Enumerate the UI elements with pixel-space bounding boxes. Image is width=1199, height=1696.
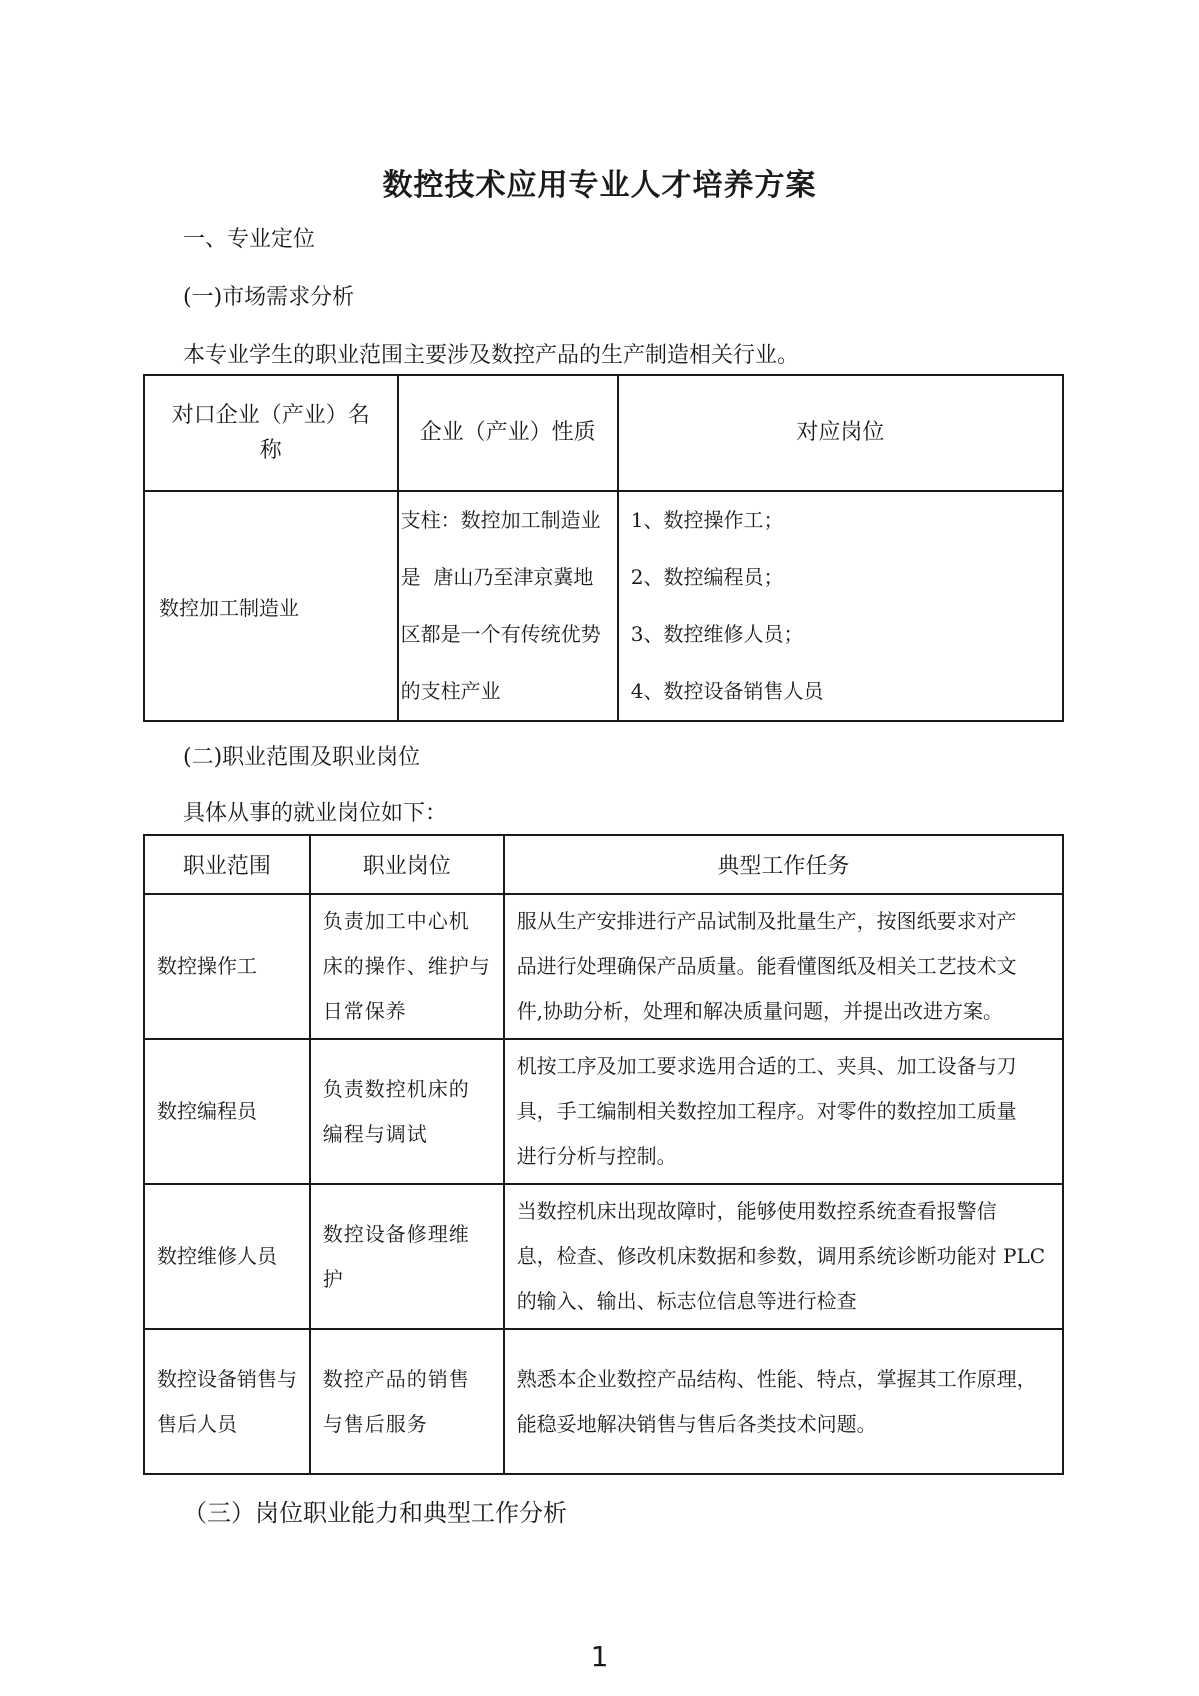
header-line: 称 <box>259 438 282 463</box>
cell-line: 数控设备修理维 <box>322 1221 470 1246</box>
cell-line: 区都是一个有传统优势 <box>400 622 601 646</box>
cell-line: 熟悉本企业数控产品结构、性能、特点，掌握其工作原理， <box>516 1366 1037 1391</box>
table-row <box>144 491 1063 721</box>
scope-cell <box>144 1329 310 1474</box>
task-cell <box>504 894 1063 1039</box>
header-typical-tasks: 典型工作任务 <box>504 835 1063 894</box>
cell-line: 是 唐山乃至津京冀地 <box>400 565 594 589</box>
document-title: 数控技术应用专业人才培养方案 <box>382 168 817 203</box>
post-cell <box>310 894 504 1039</box>
page-number: 1 <box>590 1640 609 1673</box>
cell-line: 的支柱产业 <box>400 679 501 703</box>
cell-line: 息，检查、修改机床数据和参数，调用系统诊断功能对 PLC <box>516 1244 1046 1268</box>
cell-line: 数控产品的销售 <box>322 1366 470 1391</box>
cell-line: 件,协助分析，处理和解决质量问题，并提出改进方案。 <box>516 999 1004 1023</box>
cell-line: 床的操作、维护与 <box>322 954 491 978</box>
cell-line: 支柱：数控加工制造业 <box>400 508 601 532</box>
list-item: 3、数控维修人员； <box>630 622 804 646</box>
scope-cell <box>144 894 310 1039</box>
cell-line: 进行分析与控制。 <box>516 1144 677 1168</box>
cell-line: 数控维修人员 <box>157 1244 277 1268</box>
jobs-table-header-row <box>144 835 1063 894</box>
section-heading-positioning: 一、专业定位 <box>183 227 316 252</box>
cell-line: 编程与调试 <box>322 1121 428 1146</box>
subsection-heading-ability: （三）岗位职业能力和典型工作分析 <box>183 1499 567 1527</box>
cell-line: 的输入、输出、标志位信息等进行检查 <box>516 1289 857 1313</box>
list-item: 4、数控设备销售人员 <box>630 679 824 703</box>
cell-line: 品进行处理确保产品质量。能看懂图纸及相关工艺技术文 <box>516 954 1017 978</box>
cell-line: 数控设备销售与 <box>157 1366 297 1391</box>
jobs-intro-paragraph: 具体从事的就业岗位如下： <box>183 801 448 826</box>
cell-line: 负责数控机床的 <box>322 1076 470 1101</box>
positions-cell <box>618 491 1063 721</box>
list-item: 2、数控编程员； <box>630 565 784 589</box>
header-career-post: 职业岗位 <box>310 835 504 894</box>
table-row <box>144 1184 1063 1329</box>
cell-line: 负责加工中心机 <box>322 909 470 933</box>
industry-table <box>143 374 1064 722</box>
cell-line: 具，手工编制相关数控加工程序。对零件的数控加工质量 <box>516 1099 1017 1123</box>
intro-paragraph: 本专业学生的职业范围主要涉及数控产品的生产制造相关行业。 <box>183 343 800 368</box>
cell-line: 与售后服务 <box>322 1411 428 1436</box>
industry-table-header-row <box>144 375 1063 491</box>
cell-line: 护 <box>322 1266 344 1291</box>
cell-line: 当数控机床出现故障时，能够使用数控系统查看报警信 <box>516 1199 997 1223</box>
list-item: 1、数控操作工； <box>630 508 784 532</box>
post-cell <box>310 1184 504 1329</box>
post-cell <box>310 1039 504 1184</box>
table-row <box>144 1329 1063 1474</box>
subsection-heading-market: (一)市场需求分析 <box>183 285 355 310</box>
cell-line: 数控编程员 <box>157 1099 257 1123</box>
task-cell <box>504 1184 1063 1329</box>
task-cell <box>504 1329 1063 1474</box>
cell-line: 能稳妥地解决销售与售后各类技术问题。 <box>516 1411 877 1436</box>
header-positions: 对应岗位 <box>618 375 1063 491</box>
header-career-scope: 职业范围 <box>144 835 310 894</box>
header-enterprise-nature: 企业（产业）性质 <box>398 375 618 491</box>
enterprise-name-cell: 数控加工制造业 <box>144 491 398 721</box>
scope-cell <box>144 1039 310 1184</box>
enterprise-nature-cell <box>398 491 618 721</box>
post-cell <box>310 1329 504 1474</box>
cell-line: 日常保养 <box>322 999 407 1023</box>
table-row <box>144 1039 1063 1184</box>
scope-cell <box>144 1184 310 1329</box>
jobs-table <box>143 834 1064 1475</box>
cell-line: 服从生产安排进行产品试制及批量生产，按图纸要求对产 <box>516 909 1017 933</box>
cell-line: 售后人员 <box>157 1411 237 1436</box>
task-cell <box>504 1039 1063 1184</box>
header-line: 对口企业（产业）名 <box>171 402 370 428</box>
subsection-heading-career: (二)职业范围及职业岗位 <box>183 745 421 770</box>
header-enterprise-name <box>144 375 398 491</box>
cell-line: 机按工序及加工要求选用合适的工、夹具、加工设备与刀 <box>516 1054 1017 1078</box>
cell-line: 数控操作工 <box>157 954 257 978</box>
table-row <box>144 894 1063 1039</box>
